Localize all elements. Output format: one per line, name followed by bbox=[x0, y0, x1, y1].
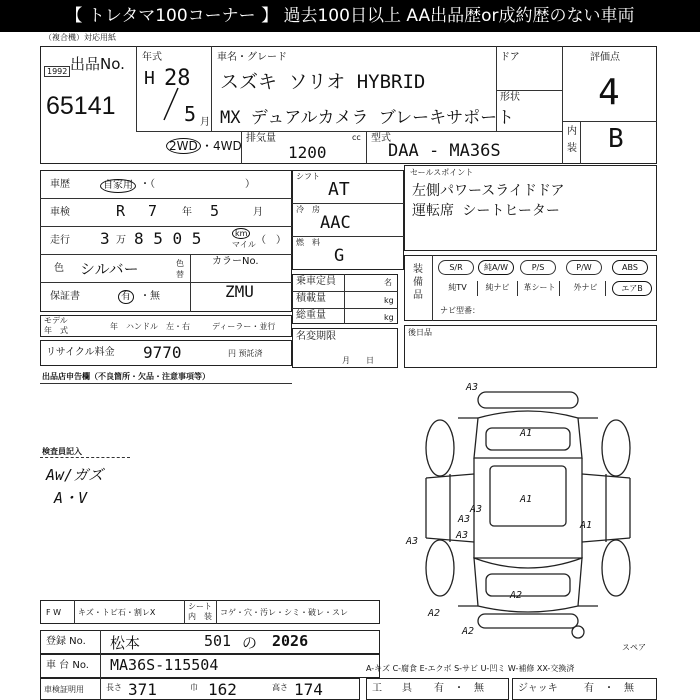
warranty-yes: 有 bbox=[118, 290, 134, 304]
equipment-label: 装 備 品 bbox=[413, 264, 433, 301]
jack-label: ジャッキ bbox=[518, 683, 558, 694]
model-value: DAA - MA36S bbox=[388, 141, 501, 161]
model-year-handle: 年 ハンドル 左・右 bbox=[110, 322, 190, 331]
fw-text: キズ・トビ石・割レX bbox=[78, 608, 156, 617]
model-year-dealer: ディーラー・並行 bbox=[212, 322, 276, 331]
cert-length: 371 bbox=[128, 680, 157, 699]
mileage-man-unit: 万 bbox=[116, 235, 126, 246]
sales-points-label: セールスポイント bbox=[410, 168, 474, 177]
door-label: ドア bbox=[500, 52, 520, 63]
mileage-unit-km: km bbox=[232, 228, 250, 239]
damage-mark: A2 bbox=[510, 590, 523, 601]
mileage-digits: 8 5 0 5 bbox=[134, 229, 202, 248]
after-date-block bbox=[404, 325, 657, 368]
recycle-label: リサイクル料金 bbox=[46, 347, 115, 358]
aircon-label: 冷 房 bbox=[296, 205, 320, 214]
model-year-label-1: モデル bbox=[44, 316, 68, 325]
car-damage-diagram bbox=[400, 378, 660, 648]
seller-notes-label: 出品店申告欄（不良箇所・欠品・注意事項等） bbox=[42, 372, 210, 381]
year-slash bbox=[160, 86, 184, 122]
chassis-number: MA36S-115504 bbox=[110, 656, 219, 674]
load-unit: kg bbox=[384, 296, 394, 305]
model-year-label-2: 年 式 bbox=[44, 326, 68, 335]
spare-label: スペア bbox=[622, 643, 646, 652]
inspection-label: 車検 bbox=[50, 207, 70, 218]
inspector-notes-label: 検査員記入 bbox=[42, 447, 82, 456]
shape-label: 形状 bbox=[500, 92, 520, 103]
cert-label: 車検証明用 bbox=[44, 685, 84, 694]
recycle-value: 9770 bbox=[143, 343, 182, 362]
damage-mark: A3 bbox=[458, 514, 471, 525]
seat-label-1: シート bbox=[188, 602, 212, 611]
inspection-era: R bbox=[116, 202, 126, 220]
equipment-item-row1-1: 純A/W bbox=[478, 260, 514, 275]
inspection-year: 7 bbox=[148, 202, 158, 220]
damage-mark: A1 bbox=[580, 520, 593, 531]
registration-label: 登録 No. bbox=[46, 636, 86, 647]
equipment-item-row2-4: エアB bbox=[612, 281, 652, 296]
damage-mark: A3 bbox=[466, 382, 479, 393]
seat-label-2: 内 装 bbox=[188, 612, 212, 621]
gross-unit: kg bbox=[384, 313, 394, 322]
equipment-item-row2-3: 外ナビ bbox=[566, 281, 606, 296]
equipment-item-row2-0: 純TV bbox=[438, 281, 478, 296]
aircon-value: AAC bbox=[320, 213, 351, 233]
damage-legend: A-キズ C-腐食 E-エクボ S-サビ U-凹ミ W-補修 XX-交換済 bbox=[366, 664, 575, 673]
year-era: H bbox=[144, 68, 155, 89]
interior-grade: B bbox=[608, 124, 624, 154]
mileage-unit-mile: マイル bbox=[232, 240, 256, 249]
fuel-label: 燃 料 bbox=[296, 238, 320, 247]
year-month-unit: 月 bbox=[200, 117, 210, 128]
mileage-man: 3 bbox=[100, 229, 110, 248]
history-private: 自家用 bbox=[100, 179, 136, 193]
score-value: 4 bbox=[598, 72, 620, 113]
inspection-month: 5 bbox=[210, 202, 220, 220]
displacement-unit: cc bbox=[352, 133, 361, 142]
fuel-value: G bbox=[334, 246, 345, 266]
displacement-value: 1200 bbox=[288, 143, 327, 162]
equipment-item-row1-0: S/R bbox=[438, 260, 474, 275]
lot-number: 65141 bbox=[46, 92, 116, 120]
equipment-item-row2-1: 純ナビ bbox=[478, 281, 518, 296]
equipment-item-row1-3: P/W bbox=[566, 260, 602, 275]
damage-mark: A2 bbox=[428, 608, 441, 619]
inspector-note-1: Aw/ガズ bbox=[46, 466, 104, 484]
damage-mark: A3 bbox=[456, 530, 469, 541]
score-label: 評価点 bbox=[590, 52, 620, 63]
registration-class: 501 bbox=[204, 632, 232, 650]
gross-label: 総重量 bbox=[296, 310, 326, 321]
equipment-item-row1-4: ABS bbox=[612, 260, 648, 275]
lot-stamp: 1992 bbox=[44, 66, 70, 77]
fw-label: F W bbox=[46, 608, 62, 617]
shift-value: AT bbox=[328, 179, 350, 200]
color-no-label: カラーNo. bbox=[212, 256, 259, 267]
color-label: 色 bbox=[54, 263, 64, 274]
cert-length-label: 長さ bbox=[106, 683, 122, 692]
registration-kana: の bbox=[242, 634, 258, 652]
warranty-no: ・無 bbox=[140, 291, 160, 302]
seat-text: コゲ・穴・汚レ・シミ・破レ・スレ bbox=[220, 608, 348, 617]
lot-label: 出品No. bbox=[70, 55, 125, 73]
recycle-unit: 円 预託済 bbox=[228, 349, 263, 358]
year-month: 5 bbox=[184, 102, 197, 126]
name-change-unit: 月 日 bbox=[342, 356, 374, 365]
load-label: 積載量 bbox=[296, 293, 326, 304]
tools-value: 有 ・ 無 bbox=[434, 683, 484, 694]
tools-label: 工 具 bbox=[372, 683, 412, 694]
navi-model-label: ナビ型番： bbox=[440, 306, 480, 315]
mileage-paren: （ ） bbox=[256, 235, 286, 246]
damage-mark: A1 bbox=[520, 428, 533, 439]
registration-city: 松本 bbox=[110, 634, 141, 652]
equipment-item-row2-2: 革シート bbox=[520, 281, 560, 296]
warranty-label: 保証書 bbox=[50, 291, 80, 302]
chassis-label: 車 台 No. bbox=[46, 660, 89, 671]
drive-4wd: ・4WD bbox=[201, 139, 242, 153]
sales-points-line1: 左側パワースライドドア bbox=[412, 183, 565, 199]
car-name-line2: MX デュアルカメラ ブレーキサポート bbox=[220, 108, 515, 128]
damage-mark: A2 bbox=[462, 626, 475, 637]
history-label: 車歴 bbox=[50, 179, 70, 190]
color-value: シルバー bbox=[80, 260, 139, 278]
model-label: 型式 bbox=[371, 133, 391, 144]
history-other: ・（ ） bbox=[140, 179, 255, 190]
jack-value: 有 ・ 無 bbox=[584, 683, 634, 694]
form-header-note: （複合機）対応用紙 bbox=[44, 33, 116, 42]
inspector-note-2: A・V bbox=[54, 489, 88, 507]
equipment-item-row1-2: P/S bbox=[520, 260, 556, 275]
cert-width-label: 巾 bbox=[190, 683, 198, 692]
sales-points-line2: 運転席 シートヒーター bbox=[412, 203, 560, 219]
capacity-unit: 名 bbox=[384, 278, 392, 287]
color-no-value: ZMU bbox=[225, 282, 254, 301]
mileage-label: 走行 bbox=[50, 235, 70, 246]
damage-mark: A3 bbox=[470, 504, 483, 515]
car-name-line1: スズキ ソリオ HYBRID bbox=[220, 71, 426, 93]
cert-height: 174 bbox=[294, 680, 323, 699]
inspection-month-unit: 月 bbox=[253, 207, 263, 218]
after-date-label: 後日品 bbox=[408, 328, 432, 337]
cert-width: 162 bbox=[208, 680, 237, 699]
damage-mark: A3 bbox=[406, 536, 419, 547]
inspection-year-unit: 年 bbox=[182, 207, 192, 218]
cert-height-label: 高さ bbox=[272, 683, 288, 692]
color-change-1: 色 bbox=[176, 259, 184, 268]
drive-2wd: 2WD bbox=[166, 138, 201, 154]
damage-mark: A1 bbox=[520, 494, 533, 505]
registration-number: 2026 bbox=[272, 632, 309, 650]
name-change-label: 名変期限 bbox=[296, 331, 336, 342]
displacement-label: 排気量 bbox=[246, 133, 276, 144]
car-name-label: 車名・グレード bbox=[217, 52, 287, 63]
year-value: 28 bbox=[164, 66, 191, 91]
color-change-2: 替 bbox=[176, 270, 184, 279]
interior-label-1: 内 bbox=[567, 126, 577, 137]
interior-label-2: 装 bbox=[567, 143, 577, 154]
shift-label: シフト bbox=[296, 172, 320, 181]
capacity-label: 乗車定員 bbox=[296, 276, 336, 287]
year-label: 年式 bbox=[142, 52, 162, 63]
header-banner: 【 トレタマ100コーナー 】 過去100日以上 AA出品歴or成約歴のない車両 bbox=[0, 0, 700, 32]
